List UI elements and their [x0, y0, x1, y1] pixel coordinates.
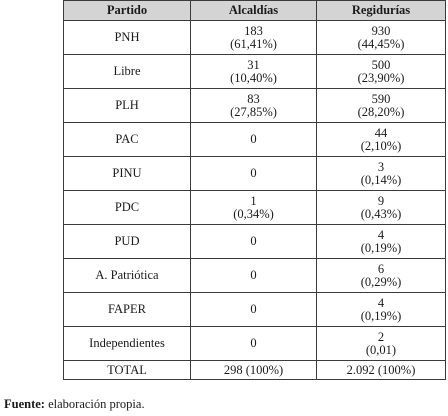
councillors-cell	[317, 55, 446, 89]
councillors-cell-line: 3	[377, 159, 385, 174]
mayors-cell-line: (10,40%)	[230, 70, 277, 85]
mayors-cell-line: 83	[247, 91, 260, 106]
councillors-cell-line: (0,14%)	[360, 172, 402, 187]
mayors-cell-line: 31	[247, 57, 260, 72]
party-cell: FAPER	[64, 293, 191, 327]
table-row	[64, 123, 446, 157]
table-row	[64, 55, 446, 89]
councillors-cell-line: (28,20%)	[357, 104, 405, 119]
councillors-cell-line: (2,10%)	[360, 138, 402, 153]
party-cell: Libre	[64, 55, 191, 89]
mayors-cell	[191, 191, 317, 225]
mayors-cell	[191, 21, 317, 55]
table-row	[64, 293, 446, 327]
mayors-cell-line: 1	[250, 193, 257, 208]
total-mayors-cell: 298 (100%)	[191, 361, 317, 380]
councillors-cell-line: (23,90%)	[357, 70, 405, 85]
councillors-cell	[317, 327, 446, 361]
mayors-cell	[191, 55, 317, 89]
header-party: Partido	[64, 1, 191, 21]
councillors-cell-line: (0,19%)	[360, 240, 402, 255]
councillors-cell	[317, 123, 446, 157]
header-mayors: Alcaldías	[191, 1, 317, 21]
table-row	[64, 191, 446, 225]
table-row	[64, 259, 446, 293]
results-table-container	[63, 0, 445, 380]
councillors-cell	[317, 191, 446, 225]
total-councillors-cell: 2.092 (100%)	[317, 361, 446, 380]
councillors-cell	[317, 21, 446, 55]
mayors-cell-line: 0	[250, 132, 257, 146]
table-row	[64, 327, 446, 361]
mayors-cell-line: 0	[250, 302, 257, 316]
councillors-cell-line: 4	[377, 295, 385, 310]
councillors-cell-line: 9	[377, 193, 385, 208]
party-cell: PLH	[64, 89, 191, 123]
source-label: Fuente:	[4, 397, 45, 411]
councillors-cell	[317, 157, 446, 191]
councillors-cell-line: (0,43%)	[360, 206, 402, 221]
table-row	[64, 225, 446, 259]
councillors-cell-line: (44,45%)	[357, 36, 405, 51]
party-cell: Independientes	[64, 327, 191, 361]
table-body	[64, 21, 446, 380]
total-row	[64, 361, 446, 380]
party-cell: PNH	[64, 21, 191, 55]
mayors-cell-line: (27,85%)	[230, 104, 277, 119]
councillors-cell-line: 2	[377, 329, 385, 344]
party-cell: PAC	[64, 123, 191, 157]
table-row	[64, 157, 446, 191]
councillors-cell	[317, 89, 446, 123]
councillors-cell	[317, 225, 446, 259]
results-table	[63, 0, 446, 380]
councillors-cell-line: (0,19%)	[360, 308, 402, 323]
councillors-cell-line: (0,29%)	[360, 274, 402, 289]
source-text: elaboración propia.	[44, 397, 145, 411]
mayors-cell	[191, 327, 317, 361]
mayors-cell-line: (61,41%)	[230, 36, 277, 51]
councillors-cell	[317, 293, 446, 327]
mayors-cell	[191, 293, 317, 327]
councillors-cell-line: 930	[371, 23, 391, 38]
party-cell: PDC	[64, 191, 191, 225]
councillors-cell-line: (0,01)	[365, 342, 397, 357]
mayors-cell-line: 0	[250, 268, 257, 282]
mayors-cell	[191, 225, 317, 259]
mayors-cell-line: 0	[250, 166, 257, 180]
party-cell: PINU	[64, 157, 191, 191]
party-cell: PUD	[64, 225, 191, 259]
councillors-cell	[317, 259, 446, 293]
councillors-cell-line: 500	[371, 57, 391, 72]
mayors-cell	[191, 123, 317, 157]
party-cell: A. Patriótica	[64, 259, 191, 293]
total-party-cell: TOTAL	[64, 361, 191, 380]
table-row	[64, 21, 446, 55]
mayors-cell-line: 0	[250, 336, 257, 350]
councillors-cell-line: 590	[371, 91, 391, 106]
mayors-cell	[191, 157, 317, 191]
mayors-cell-line: (0,34%)	[233, 206, 274, 221]
header-councillors: Regidurías	[317, 1, 446, 21]
source-note	[4, 397, 145, 411]
mayors-cell-line: 183	[244, 23, 263, 38]
councillors-cell-line: 44	[374, 125, 388, 140]
councillors-cell-line: 6	[377, 261, 385, 276]
mayors-cell	[191, 89, 317, 123]
councillors-cell-line: 4	[377, 227, 385, 242]
header-row	[64, 1, 446, 21]
mayors-cell	[191, 259, 317, 293]
table-row	[64, 89, 446, 123]
mayors-cell-line: 0	[250, 234, 257, 248]
